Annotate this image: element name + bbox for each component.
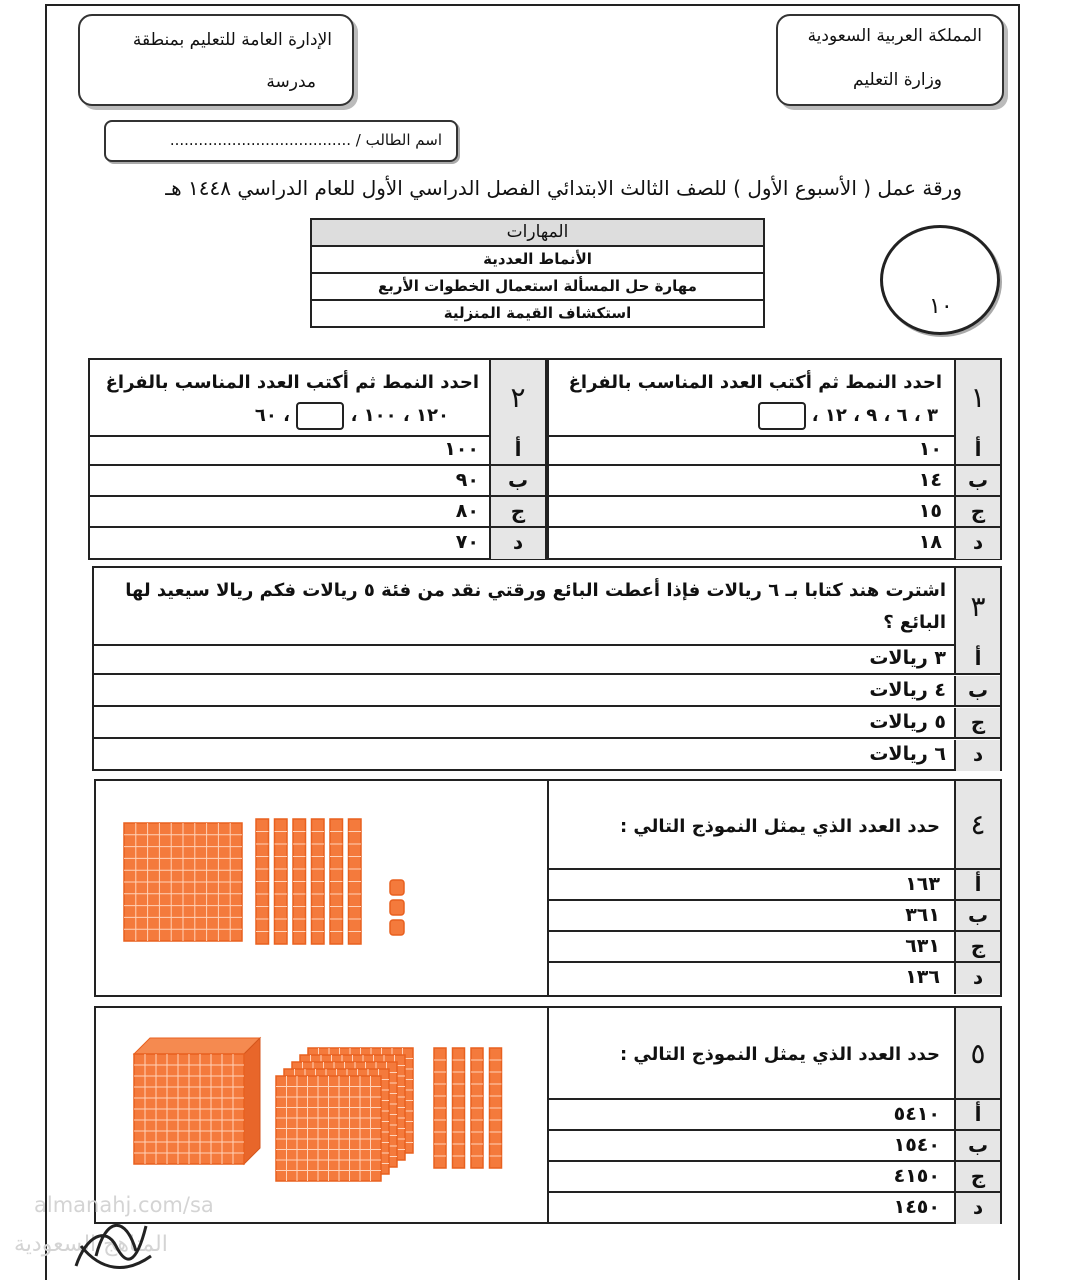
question-number: ٢ [489,360,545,435]
question-number: ٤ [954,781,1000,868]
worksheet-title: ورقة عمل ( الأسبوع الأول ) للصف الثالث الابتدائي الفصل الدراسي الأول للعام الدراسي ١٤٤٨ هـ [165,176,962,200]
ministry-label: وزارة التعليم [853,70,942,90]
option-row[interactable]: أ ١٠٠ [90,435,545,466]
signature-icon [66,1196,156,1276]
option-row[interactable]: ب ٩٠ [90,466,545,497]
base-ten-model [96,781,547,995]
question-text: حدد العدد الذي يمثل النموذج التالي : [619,1044,940,1065]
option-row[interactable]: ب ٣٦١ [549,901,1000,932]
question-2 [88,358,547,560]
student-name-box[interactable] [104,120,458,162]
question-3 [92,566,1002,771]
administration-box [78,14,354,106]
option-row[interactable]: د ١٣٦ [549,963,1000,994]
question-number: ١ [954,360,1000,435]
hundred-flats [276,1048,413,1181]
pattern: ١٢٠ ، ١٠٠ ، ، ٦٠ [255,402,449,430]
administration-label: الإدارة العامة للتعليم بمنطقة [132,30,332,50]
thousand-cube [134,1038,260,1164]
option-row[interactable]: د ١٨ [549,528,1000,559]
option-row[interactable]: ج ٤١٥٠ [549,1162,1000,1193]
option-row[interactable]: ب ١٥٤٠ [549,1131,1000,1162]
question-text-line2: البائع ؟ [883,612,946,633]
watermark-url: almanahj.com/sa [34,1193,214,1217]
one-cubes [390,880,404,935]
skill-item: الأنماط العددية [312,247,763,274]
option-row[interactable]: أ ٣ ريالات [94,644,1000,675]
option-row[interactable]: د ٧٠ [90,528,545,559]
question-1 [547,358,1002,560]
school-label: مدرسة [266,72,316,92]
thousand-cube-top [134,1038,260,1054]
skill-item: مهارة حل المسألة استعمال الخطوات الأربع [312,274,763,301]
option-row[interactable]: د ١٤٥٠ [549,1193,1000,1224]
student-name-field: اسم الطالب / ...................................... [169,131,442,149]
skill-item: استكشاف القيمة المنزلية [443,304,632,322]
question-text: احدد النمط ثم أكتب العدد المناسب بالفراغ [105,372,479,393]
question-4-model-panel [94,779,549,997]
watermark-arabic: المناهج السعودية [14,1232,168,1257]
blank-box[interactable] [758,402,806,430]
option-row[interactable]: ب ١٤ [549,466,1000,497]
option-row[interactable]: أ ٥٤١٠ [549,1100,1000,1131]
score-circle [880,225,1000,335]
hundred-flat [124,823,242,941]
ministry-box [776,14,1004,106]
one-cube-block [390,900,404,915]
base-ten-model [96,1008,547,1222]
question-text: حدد العدد الذي يمثل النموذج التالي : [619,816,940,837]
option-row[interactable]: ج ٨٠ [90,497,545,528]
thousand-cube-side [244,1038,260,1164]
one-cube-block [390,880,404,895]
score-value: ١٠ [929,294,953,319]
option-row[interactable]: ب ٤ ريالات [94,676,1000,707]
option-row[interactable]: أ ١٦٣ [549,870,1000,901]
one-cube-block [390,920,404,935]
kingdom-label: المملكة العربية السعودية [807,26,982,46]
question-number: ٣ [954,568,1000,644]
question-text: احدد النمط ثم أكتب العدد المناسب بالفراغ [568,372,942,393]
signature-logo [66,1196,156,1276]
skills-header: المهارات [312,220,763,247]
question-4 [547,779,1002,997]
ten-rods [256,819,361,944]
question-5-model-panel [94,1006,549,1224]
option-row[interactable]: أ ١٠ [549,435,1000,466]
option-row[interactable]: ج ٦٣١ [549,932,1000,963]
ten-rods [434,1048,502,1168]
pattern: ٣ ، ٦ ، ٩ ، ١٢ ، [758,402,939,430]
question-text-line1: اشترت هند كتابا بـ ٦ ريالات فإذا أعطت البائع ورقتي نقد من فئة ٥ ريالات فكم ريالا سيعيد لها [125,580,946,601]
blank-box[interactable] [296,402,344,430]
skills-table [310,218,765,328]
option-row[interactable]: ج ١٥ [549,497,1000,528]
question-number: ٥ [954,1008,1000,1098]
question-5 [547,1006,1002,1224]
option-row[interactable]: ج ٥ ريالات [94,708,1000,739]
option-row[interactable]: د ٦ ريالات [94,740,1000,771]
